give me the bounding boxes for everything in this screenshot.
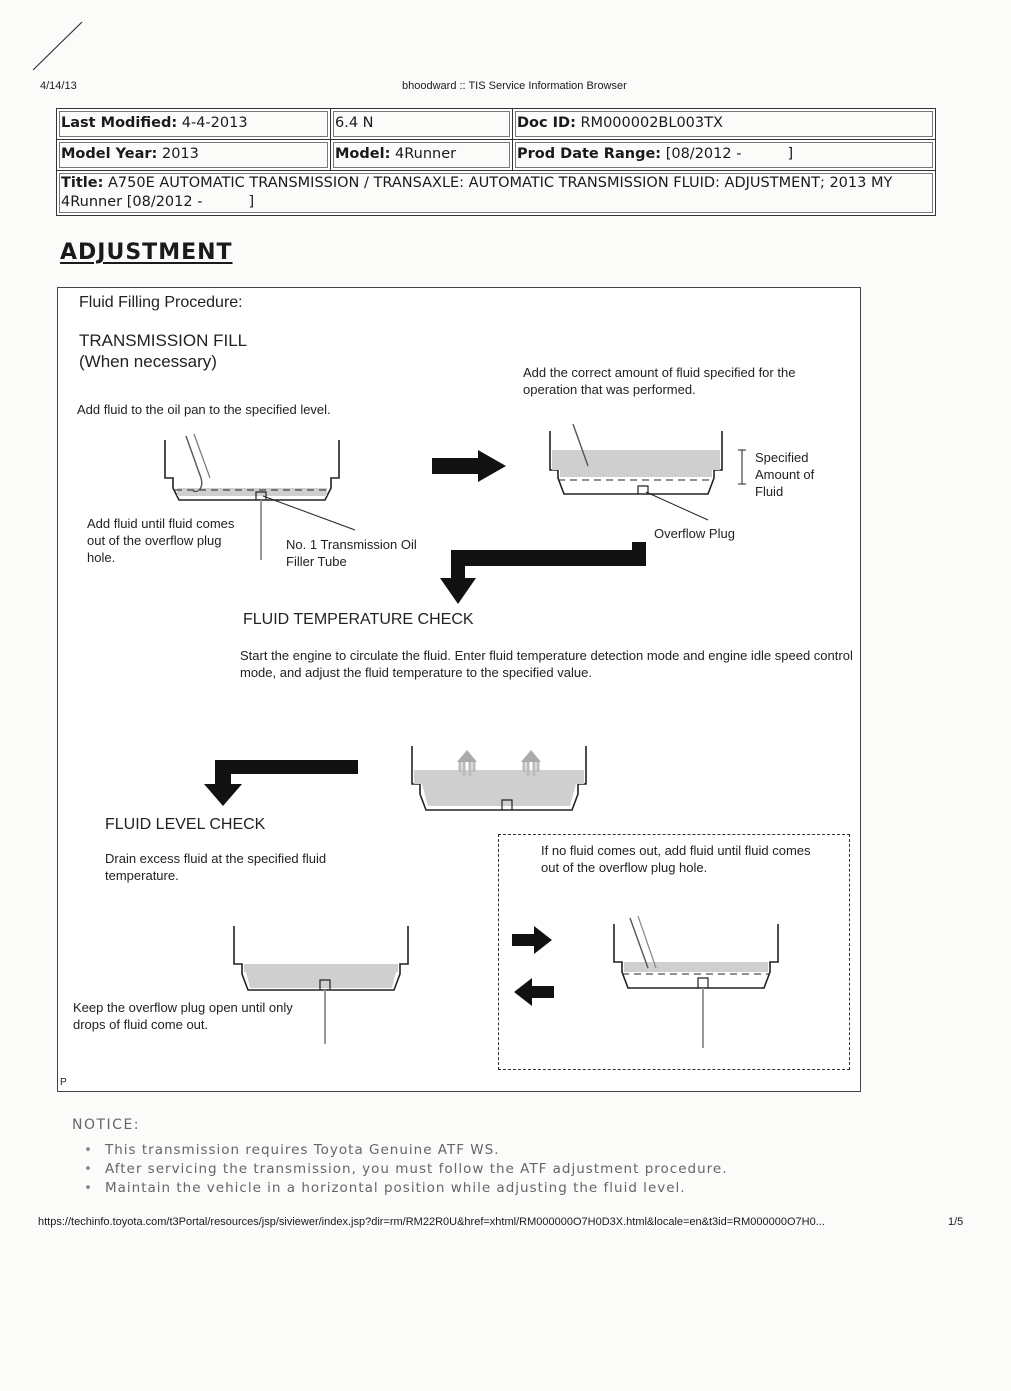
metadata-row-1 [57,109,935,140]
notice-item: • After servicing the transmission, you must follow the ATF adjustment procedure. [84,1160,728,1179]
title-cell [57,171,935,215]
fill-instruction: Add fluid to the oil pan to the specified level. [77,402,331,417]
footer-page-number: 1/5 [948,1216,964,1228]
arrow-right-icon [432,450,506,482]
specified-amount-pan-diagram [550,424,746,520]
add-fluid-dashed-box [498,834,850,1070]
notice-item: • This transmission requires Toyota Genuine ATF WS. [84,1141,728,1160]
elbow-arrow-down-icon [440,542,646,604]
add-correct-amount-text: Add the correct amount of fluid specified for the operation that was performed. [523,365,796,397]
last-modified-cell [57,109,331,139]
elbow-arrow-left-down-icon [204,760,358,806]
figure-corner-code: P [60,1077,67,1088]
browser-title: bhoodward :: TIS Service Information Browser [402,80,627,92]
prod-date-label: Prod Date Range: [517,146,662,162]
title-value: A750E AUTOMATIC TRANSMISSION / TRANSAXLE: AUTOMATIC TRANSMISSION FLUID: ADJUSTMENT; 2013 MY 4Runner [08/2012 - ] [61,175,897,210]
procedure-figure [57,287,861,1092]
procedure-title: Fluid Filling Procedure: [79,294,243,311]
model-cell [331,140,513,170]
notice-list [84,1141,728,1198]
model-value: 4Runner [394,146,457,162]
footer-url: https://techinfo.toyota.com/t3Portal/resources/jsp/siviewer/index.jsp?dir=rm/RM22R0U&href=xhtml/RM000000O7H0D3X.html&locale=en&t3id=RM000000O7H0... [38,1216,825,1228]
last-modified-label: Last Modified: [61,115,178,131]
notice-heading: NOTICE: [72,1117,141,1133]
version-cell [331,109,513,139]
metadata-row-2 [57,140,935,171]
model-year-cell [57,140,331,170]
no-fluid-text: If no fluid comes out, add fluid until fluid comes out of the overflow plug hole. [541,843,811,875]
section-heading: ADJUSTMENT [60,240,233,265]
last-modified-value: 4-4-2013 [181,115,248,131]
doc-id-label: Doc ID: [517,115,576,131]
temperature-check-text: Start the engine to circulate the fluid. Enter fluid temperature detection mode and engine idle speed control mode, and adjust the fluid temperature to the specified value. [240,648,853,680]
drain-text: Drain excess fluid at the specified fluid temperature. [105,851,327,883]
model-year-label: Model Year: [61,146,158,162]
prod-date-value: [08/2012 - ] [665,146,794,162]
notice-item: • Maintain the vehicle in a horizontal position while adjusting the fluid level. [84,1179,728,1198]
add-until-text: Add fluid until fluid comes out of the overflow plug hole. [87,516,235,565]
fill-title: TRANSMISSION FILL [79,331,248,350]
version-value: 6.4 N [335,115,374,131]
pen-mark [0,0,1011,80]
fill-subtitle: (When necessary) [79,352,217,371]
print-date: 4/14/13 [40,80,77,92]
doc-id-value: RM000002BL003TX [580,115,723,131]
metadata-row-3 [57,171,935,215]
model-year-value: 2013 [161,146,199,162]
specified-amount-label: Specified Amount of Fluid [755,450,815,499]
temperature-pan-diagram [412,746,586,810]
title-label: Title: [61,175,104,191]
prod-date-cell [513,140,935,170]
doc-id-cell [513,109,935,139]
filler-tube-label: No. 1 Transmission Oil Filler Tube [286,537,417,569]
metadata-table [56,108,936,216]
model-label: Model: [335,146,391,162]
overflow-plug-label: Overflow Plug [654,526,735,541]
temperature-check-title: FLUID TEMPERATURE CHECK [243,611,474,628]
level-check-title: FLUID LEVEL CHECK [105,816,266,833]
keep-open-text: Keep the overflow plug open until only drops of fluid come out. [73,1000,293,1032]
